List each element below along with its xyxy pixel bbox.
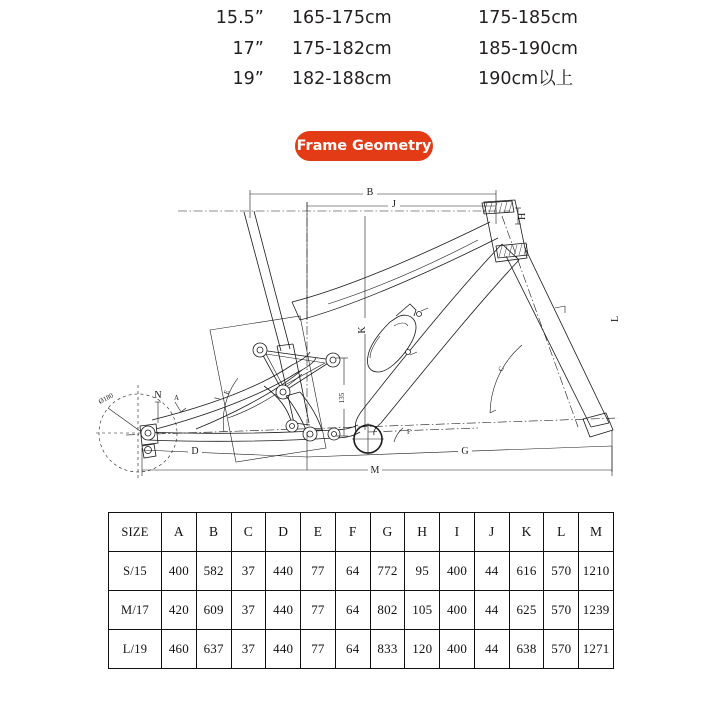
- table-row: [0, 65, 722, 96]
- frame-size-value: 19”: [232, 69, 264, 90]
- head-tube: [482, 200, 528, 262]
- cell-value: 105: [405, 591, 440, 630]
- dimension-label-m: M: [370, 465, 380, 476]
- frame-geometry-table: [108, 512, 614, 669]
- cell-value: 37: [231, 630, 266, 669]
- column-header: H: [405, 513, 440, 552]
- rider-height-value: 182-188cm: [291, 69, 392, 90]
- geometry-spec-body: [109, 513, 614, 669]
- rider-height-value: 165-175cm: [291, 8, 392, 28]
- table-row: [109, 552, 614, 591]
- cell-value: 400: [440, 591, 475, 630]
- table-row: [109, 630, 614, 669]
- cell-value: 609: [196, 591, 231, 630]
- cell-value: 120: [405, 630, 440, 669]
- row-size-label: M/17: [109, 591, 162, 630]
- column-header: E: [301, 513, 336, 552]
- cell-value: 77: [301, 552, 336, 591]
- dimension-stroke-135: [336, 358, 348, 436]
- cell-value: 460: [162, 630, 197, 669]
- column-header: D: [266, 513, 301, 552]
- cell-value: 638: [509, 630, 544, 669]
- column-header: SIZE: [109, 513, 162, 552]
- frame-size-value: 17”: [232, 38, 264, 59]
- table-row: [0, 35, 722, 66]
- cell-value: 95: [405, 552, 440, 591]
- cell-value: 400: [440, 552, 475, 591]
- dimension-label-n: N: [154, 390, 162, 401]
- table-row: [0, 4, 722, 35]
- fork-leg: [506, 250, 613, 437]
- row-size-label: S/15: [109, 552, 162, 591]
- rider-height-alt-value: 185-190cm: [478, 38, 578, 59]
- axis-line-wheelbase: [126, 418, 618, 435]
- dimension-label-stroke: 135: [338, 392, 346, 404]
- frame-geometry-badge-label: Frame Geometry: [296, 138, 432, 154]
- cell-value: 37: [231, 552, 266, 591]
- top-tube: [292, 222, 498, 320]
- cell-value: 64: [335, 552, 370, 591]
- column-header: M: [579, 513, 614, 552]
- down-tube: [355, 244, 519, 435]
- rider-height-alt-value: 175-185cm: [478, 8, 578, 28]
- column-header: J: [474, 513, 509, 552]
- axis-line-bb: [368, 428, 478, 432]
- cell-value: 772: [370, 552, 405, 591]
- cell-value: 64: [335, 591, 370, 630]
- cell-value: 400: [440, 630, 475, 669]
- rear-shock: [286, 392, 340, 441]
- geometry-spec-grid: [108, 512, 614, 669]
- dimension-line-g: [307, 430, 612, 472]
- cell-value: 802: [370, 591, 405, 630]
- column-header: C: [231, 513, 266, 552]
- cell-value: 440: [266, 552, 301, 591]
- dimension-label-j: J: [392, 199, 396, 210]
- cell-value: 77: [301, 630, 336, 669]
- cell-value: 77: [301, 591, 336, 630]
- cell-value: 582: [196, 552, 231, 591]
- bb-angle-arc: [394, 428, 411, 442]
- frame-geometry-badge: [295, 131, 433, 161]
- size-height-grid: [0, 4, 722, 96]
- column-header: I: [440, 513, 475, 552]
- cell-value: 440: [266, 630, 301, 669]
- size-height-table: [0, 0, 722, 96]
- dimension-line-b: [250, 186, 496, 224]
- column-header: L: [544, 513, 579, 552]
- cell-value: 420: [162, 591, 197, 630]
- frame-geometry-diagram: [78, 180, 648, 490]
- cell-value: 625: [509, 591, 544, 630]
- angle-label-f: F: [407, 428, 411, 436]
- table-row: [109, 591, 614, 630]
- cell-value: 44: [474, 630, 509, 669]
- dimension-label-a: A: [174, 394, 180, 402]
- dimension-label-k: K: [357, 326, 368, 334]
- cell-value: 44: [474, 591, 509, 630]
- dimension-label-diameter: Ø180: [97, 391, 115, 406]
- dimension-line-k: [357, 216, 371, 430]
- column-header: F: [335, 513, 370, 552]
- cell-value: 44: [474, 552, 509, 591]
- cell-value: 637: [196, 630, 231, 669]
- cell-value: 1271: [579, 630, 614, 669]
- bottom-bracket: [352, 423, 384, 455]
- main-pivot: [286, 420, 298, 432]
- dimension-label-i: I: [213, 396, 222, 401]
- cell-value: 1210: [579, 552, 614, 591]
- column-header: B: [196, 513, 231, 552]
- rocker-link: [253, 343, 340, 399]
- water-bottle: [367, 304, 428, 372]
- cell-value: 37: [231, 591, 266, 630]
- size-height-body: [0, 4, 722, 96]
- row-size-label: L/19: [109, 630, 162, 669]
- dimension-label-l: L: [610, 315, 621, 322]
- cell-value: 400: [162, 552, 197, 591]
- table-header-row: [109, 513, 614, 552]
- rider-height-value: 175-182cm: [291, 38, 392, 59]
- head-angle-arc: [490, 345, 522, 413]
- cell-value: 440: [266, 591, 301, 630]
- frame-size-value: 15.5”: [215, 8, 264, 28]
- cell-value: 1239: [579, 591, 614, 630]
- column-header: G: [370, 513, 405, 552]
- cell-value: 616: [509, 552, 544, 591]
- dimension-label-d: D: [191, 446, 199, 457]
- angle-label-e: E: [222, 388, 232, 396]
- angle-label-head: C: [496, 365, 506, 373]
- rider-height-alt-value: 190cm以上: [478, 69, 574, 90]
- cell-value: 570: [544, 591, 579, 630]
- column-header: K: [509, 513, 544, 552]
- dimension-label-g: G: [461, 446, 469, 457]
- column-header: A: [162, 513, 197, 552]
- axis-line-steerer: [502, 216, 578, 427]
- seatstay: [152, 352, 316, 429]
- cell-value: 570: [544, 630, 579, 669]
- cell-value: 64: [335, 630, 370, 669]
- dimension-label-b: B: [366, 187, 374, 198]
- dimension-line-d: [142, 432, 307, 470]
- cell-value: 833: [370, 630, 405, 669]
- cell-value: 570: [544, 552, 579, 591]
- dimension-label-h: H: [517, 212, 528, 220]
